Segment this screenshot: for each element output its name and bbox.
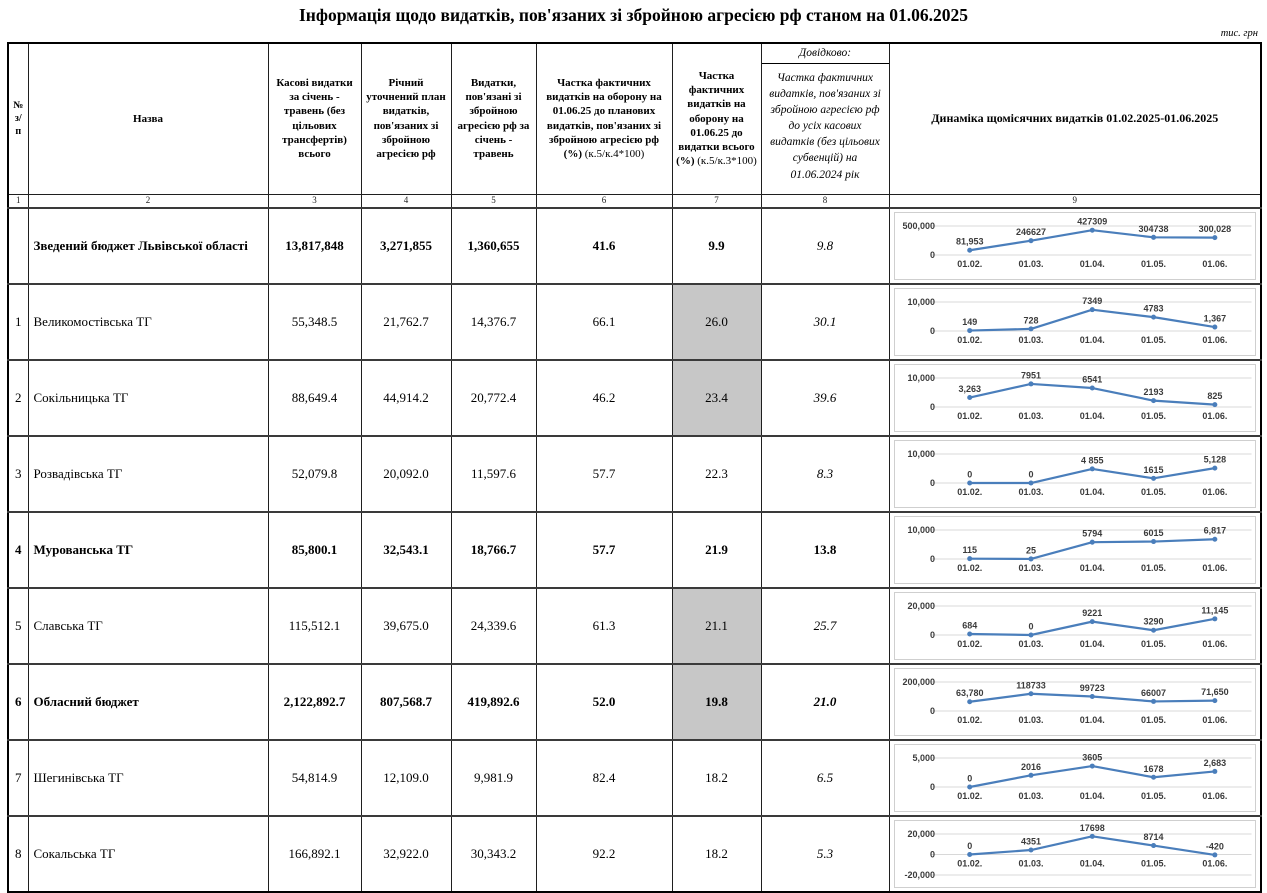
war-expenditures-cell: 20,772.4 xyxy=(451,360,536,436)
column-number: 1 xyxy=(8,194,28,208)
territory-name: Славська ТГ xyxy=(28,588,268,664)
monthly-dynamics-cell xyxy=(889,740,1261,816)
svg-text:01.03.: 01.03. xyxy=(1017,791,1044,802)
annual-plan-cell: 39,675.0 xyxy=(361,588,451,664)
annual-plan-cell: 44,914.2 xyxy=(361,360,451,436)
reference-share-cell: 21.0 xyxy=(761,664,889,740)
share-of-plan-cell: 52.0 xyxy=(536,664,672,740)
svg-text:01.05.: 01.05. xyxy=(1140,639,1166,650)
annual-plan-cell: 3,271,855 xyxy=(361,208,451,284)
row-number: 1 xyxy=(8,284,28,360)
svg-text:01.04.: 01.04. xyxy=(1079,335,1105,346)
sparkline-svg xyxy=(895,517,1256,583)
monthly-dynamics-cell xyxy=(889,208,1261,284)
war-expenditures-cell: 1,360,655 xyxy=(451,208,536,284)
svg-text:20,000: 20,000 xyxy=(907,828,935,839)
cash-expenditures-cell: 88,649.4 xyxy=(268,360,361,436)
annual-plan-cell: 32,543.1 xyxy=(361,512,451,588)
share-total-text: Частка фактичних видатків на оборону на 01.06.25 до видатки всього (%) xyxy=(676,69,755,168)
svg-text:01.06.: 01.06. xyxy=(1201,411,1227,422)
svg-text:7349: 7349 xyxy=(1081,296,1102,307)
svg-text:01.02.: 01.02. xyxy=(956,715,982,726)
svg-text:01.04.: 01.04. xyxy=(1079,858,1105,869)
svg-text:01.03.: 01.03. xyxy=(1017,563,1044,574)
column-number: 4 xyxy=(361,194,451,208)
svg-text:9221: 9221 xyxy=(1081,608,1102,619)
svg-text:25: 25 xyxy=(1025,545,1036,556)
svg-text:01.04.: 01.04. xyxy=(1079,715,1105,726)
svg-text:01.02.: 01.02. xyxy=(956,858,982,869)
table-row xyxy=(8,360,1261,436)
svg-text:01.06.: 01.06. xyxy=(1201,487,1227,498)
svg-text:0: 0 xyxy=(929,849,935,860)
table-row xyxy=(8,816,1261,892)
row-number: 6 xyxy=(8,664,28,740)
svg-text:149: 149 xyxy=(961,317,977,328)
territory-name: Великомостівська ТГ xyxy=(28,284,268,360)
share-of-plan-cell: 57.7 xyxy=(536,512,672,588)
monthly-dynamics-cell xyxy=(889,436,1261,512)
sparkline-chart xyxy=(894,364,1257,432)
svg-text:11,145: 11,145 xyxy=(1200,605,1228,616)
share-of-plan-cell: 57.7 xyxy=(536,436,672,512)
svg-text:7951: 7951 xyxy=(1020,370,1041,381)
territory-name: Розвадівська ТГ xyxy=(28,436,268,512)
svg-text:5,000: 5,000 xyxy=(912,752,935,763)
svg-text:10,000: 10,000 xyxy=(907,524,935,535)
svg-text:10,000: 10,000 xyxy=(907,296,935,307)
territory-name: Сокальська ТГ xyxy=(28,816,268,892)
svg-text:01.02.: 01.02. xyxy=(956,639,982,650)
svg-text:01.06.: 01.06. xyxy=(1201,858,1227,869)
svg-text:01.05.: 01.05. xyxy=(1140,487,1166,498)
svg-text:01.04.: 01.04. xyxy=(1079,259,1105,270)
sparkline-chart xyxy=(894,592,1257,660)
table-body xyxy=(8,208,1261,892)
cash-expenditures-cell: 166,892.1 xyxy=(268,816,361,892)
column-number: 8 xyxy=(761,194,889,208)
table-row xyxy=(8,436,1261,512)
share-plan-text: Частка фактичних видатків на оборону на 01.06.25 до планових видатків, пов'язаних зі збройною агресією рф (%) xyxy=(546,76,662,161)
svg-text:01.03.: 01.03. xyxy=(1017,487,1044,498)
sparkline-svg xyxy=(895,669,1256,735)
column-number: 2 xyxy=(28,194,268,208)
svg-text:5,128: 5,128 xyxy=(1203,454,1226,465)
svg-text:01.05.: 01.05. xyxy=(1140,791,1166,802)
table-row xyxy=(8,588,1261,664)
svg-text:71,650: 71,650 xyxy=(1200,687,1229,698)
column-number: 9 xyxy=(889,194,1261,208)
monthly-dynamics-cell xyxy=(889,360,1261,436)
sparkline-svg xyxy=(895,745,1256,811)
svg-text:0: 0 xyxy=(929,250,935,261)
col-header-dynamics: Динаміка щомісячних видатків 01.02.2025-01.06.2025 xyxy=(889,43,1261,194)
share-of-plan-cell: 66.1 xyxy=(536,284,672,360)
table-row xyxy=(8,512,1261,588)
war-expenditures-cell: 419,892.6 xyxy=(451,664,536,740)
svg-text:17698: 17698 xyxy=(1079,822,1105,833)
svg-text:66007: 66007 xyxy=(1140,687,1166,698)
col-header-share-plan xyxy=(536,43,672,194)
svg-text:01.03.: 01.03. xyxy=(1017,858,1044,869)
svg-text:728: 728 xyxy=(1022,315,1039,326)
table-row xyxy=(8,664,1261,740)
svg-text:01.06.: 01.06. xyxy=(1201,563,1227,574)
sparkline-svg xyxy=(895,441,1256,507)
svg-text:01.05.: 01.05. xyxy=(1140,335,1166,346)
share-of-plan-cell: 61.3 xyxy=(536,588,672,664)
table-row xyxy=(8,208,1261,284)
svg-text:01.05.: 01.05. xyxy=(1140,411,1166,422)
monthly-dynamics-cell xyxy=(889,664,1261,740)
svg-text:01.04.: 01.04. xyxy=(1079,411,1105,422)
sparkline-svg xyxy=(895,289,1256,355)
share-of-total-cell: 21.1 xyxy=(672,588,761,664)
svg-text:99723: 99723 xyxy=(1079,683,1105,694)
svg-text:427309: 427309 xyxy=(1076,216,1107,227)
share-of-plan-cell: 41.6 xyxy=(536,208,672,284)
war-expenditures-cell: 24,339.6 xyxy=(451,588,536,664)
svg-text:0: 0 xyxy=(929,630,935,641)
svg-text:20,000: 20,000 xyxy=(907,600,935,611)
sparkline-chart xyxy=(894,440,1257,508)
svg-text:0: 0 xyxy=(1027,621,1033,632)
expenditures-table xyxy=(7,42,1262,893)
share-of-total-cell: 18.2 xyxy=(672,816,761,892)
territory-name: Зведений бюджет Львівської області xyxy=(28,208,268,284)
share-of-total-cell: 9.9 xyxy=(672,208,761,284)
sparkline-chart xyxy=(894,288,1257,356)
svg-text:01.04.: 01.04. xyxy=(1079,563,1105,574)
svg-text:500,000: 500,000 xyxy=(902,220,935,231)
svg-text:01.05.: 01.05. xyxy=(1140,563,1166,574)
reference-share-cell: 39.6 xyxy=(761,360,889,436)
svg-text:200,000: 200,000 xyxy=(902,676,935,687)
annual-plan-cell: 21,762.7 xyxy=(361,284,451,360)
row-number: 3 xyxy=(8,436,28,512)
svg-text:3605: 3605 xyxy=(1081,752,1102,763)
col-header-plan: Річний уточнений план видатків, пов'язаних зі збройною агресією рф xyxy=(361,43,451,194)
row-number: 5 xyxy=(8,588,28,664)
svg-text:0: 0 xyxy=(966,469,972,480)
reference-label: Довідково: xyxy=(762,44,889,64)
svg-text:01.02.: 01.02. xyxy=(956,259,982,270)
col-header-actual: Видатки, пов'язані зі збройною агресією рф за січень - травень xyxy=(451,43,536,194)
cash-expenditures-cell: 2,122,892.7 xyxy=(268,664,361,740)
row-number: 7 xyxy=(8,740,28,816)
share-of-total-cell: 23.4 xyxy=(672,360,761,436)
reference-share-cell: 9.8 xyxy=(761,208,889,284)
share-of-total-cell: 22.3 xyxy=(672,436,761,512)
col-header-share-total xyxy=(672,43,761,194)
unit-note: тис. грн xyxy=(1220,28,1258,39)
share-plan-formula: (к.5/к.4*100) xyxy=(584,148,645,161)
svg-text:01.02.: 01.02. xyxy=(956,335,982,346)
svg-text:-420: -420 xyxy=(1205,841,1224,852)
svg-text:2,683: 2,683 xyxy=(1203,757,1226,768)
svg-text:115: 115 xyxy=(961,545,977,556)
svg-text:0: 0 xyxy=(929,706,935,717)
page-title: Інформація щодо видатків, пов'язаних зі збройною агресією рф станом на 01.06.2025 xyxy=(298,5,969,25)
svg-text:01.06.: 01.06. xyxy=(1201,335,1227,346)
reference-share-cell: 5.3 xyxy=(761,816,889,892)
svg-text:6,817: 6,817 xyxy=(1203,525,1226,536)
share-of-plan-cell: 46.2 xyxy=(536,360,672,436)
svg-text:01.04.: 01.04. xyxy=(1079,639,1105,650)
row-number xyxy=(8,208,28,284)
monthly-dynamics-cell xyxy=(889,284,1261,360)
svg-text:8714: 8714 xyxy=(1143,832,1164,843)
svg-text:01.02.: 01.02. xyxy=(956,791,982,802)
svg-text:0: 0 xyxy=(929,326,935,337)
svg-text:01.05.: 01.05. xyxy=(1140,858,1166,869)
col-header-num: № з/п xyxy=(8,43,28,194)
row-number: 2 xyxy=(8,360,28,436)
monthly-dynamics-cell xyxy=(889,588,1261,664)
reference-share-cell: 13.8 xyxy=(761,512,889,588)
svg-text:0: 0 xyxy=(966,773,972,784)
share-total-formula: (к.5/к.3*100) xyxy=(697,155,757,168)
table-head xyxy=(8,43,1261,208)
sparkline-chart xyxy=(894,668,1257,736)
svg-text:0: 0 xyxy=(929,554,935,565)
svg-text:01.04.: 01.04. xyxy=(1079,791,1105,802)
sparkline-chart xyxy=(894,516,1257,584)
svg-text:5794: 5794 xyxy=(1081,528,1102,539)
svg-text:0: 0 xyxy=(929,782,935,793)
svg-text:01.03.: 01.03. xyxy=(1017,335,1044,346)
svg-text:01.06.: 01.06. xyxy=(1201,259,1227,270)
territory-name: Мурованська ТГ xyxy=(28,512,268,588)
sparkline-svg xyxy=(895,365,1256,431)
territory-name: Сокільницька ТГ xyxy=(28,360,268,436)
svg-text:0: 0 xyxy=(966,840,972,851)
column-number: 6 xyxy=(536,194,672,208)
svg-text:01.02.: 01.02. xyxy=(956,411,982,422)
svg-text:118733: 118733 xyxy=(1015,680,1046,691)
svg-text:10,000: 10,000 xyxy=(907,372,935,383)
svg-text:01.03.: 01.03. xyxy=(1017,715,1044,726)
annual-plan-cell: 32,922.0 xyxy=(361,816,451,892)
svg-text:2193: 2193 xyxy=(1143,387,1164,398)
svg-text:3,263: 3,263 xyxy=(957,384,981,395)
column-number: 7 xyxy=(672,194,761,208)
sparkline-chart xyxy=(894,212,1257,280)
svg-text:01.06.: 01.06. xyxy=(1201,715,1227,726)
war-expenditures-cell: 18,766.7 xyxy=(451,512,536,588)
svg-text:6015: 6015 xyxy=(1143,528,1164,539)
col-header-cash: Касові видатки за січень - травень (без цільових трансфертів) всього xyxy=(268,43,361,194)
svg-text:2016: 2016 xyxy=(1020,761,1041,772)
cash-expenditures-cell: 54,814.9 xyxy=(268,740,361,816)
svg-text:1615: 1615 xyxy=(1143,464,1164,475)
svg-text:1678: 1678 xyxy=(1143,763,1164,774)
annual-plan-cell: 807,568.7 xyxy=(361,664,451,740)
sparkline-chart xyxy=(894,744,1257,812)
svg-text:300,028: 300,028 xyxy=(1198,224,1231,235)
svg-text:81,953: 81,953 xyxy=(955,236,983,247)
sparkline-svg xyxy=(895,593,1256,659)
svg-text:01.06.: 01.06. xyxy=(1201,791,1227,802)
svg-text:10,000: 10,000 xyxy=(907,448,935,459)
war-expenditures-cell: 14,376.7 xyxy=(451,284,536,360)
svg-text:4783: 4783 xyxy=(1143,303,1164,314)
svg-text:0: 0 xyxy=(929,402,935,413)
column-numbers-row xyxy=(8,194,1261,208)
cash-expenditures-cell: 85,800.1 xyxy=(268,512,361,588)
svg-text:246627: 246627 xyxy=(1015,227,1046,238)
svg-text:4351: 4351 xyxy=(1020,836,1041,847)
table-header-row xyxy=(8,43,1261,194)
territory-name: Обласний бюджет xyxy=(28,664,268,740)
svg-text:6541: 6541 xyxy=(1081,374,1102,385)
svg-text:3290: 3290 xyxy=(1143,616,1164,627)
share-of-total-cell: 21.9 xyxy=(672,512,761,588)
sparkline-svg xyxy=(895,821,1256,887)
territory-name: Шегинівська ТГ xyxy=(28,740,268,816)
share-of-plan-cell: 92.2 xyxy=(536,816,672,892)
share-of-total-cell: 19.8 xyxy=(672,664,761,740)
svg-text:1,367: 1,367 xyxy=(1203,313,1226,324)
svg-text:0: 0 xyxy=(1027,469,1033,480)
monthly-dynamics-cell xyxy=(889,816,1261,892)
share-of-total-cell: 18.2 xyxy=(672,740,761,816)
column-number: 5 xyxy=(451,194,536,208)
svg-text:01.03.: 01.03. xyxy=(1017,259,1044,270)
svg-text:01.02.: 01.02. xyxy=(956,563,982,574)
war-expenditures-cell: 9,981.9 xyxy=(451,740,536,816)
cash-expenditures-cell: 52,079.8 xyxy=(268,436,361,512)
svg-text:01.05.: 01.05. xyxy=(1140,259,1166,270)
cash-expenditures-cell: 55,348.5 xyxy=(268,284,361,360)
row-number: 8 xyxy=(8,816,28,892)
svg-text:01.03.: 01.03. xyxy=(1017,639,1044,650)
svg-text:01.03.: 01.03. xyxy=(1017,411,1044,422)
svg-text:01.02.: 01.02. xyxy=(956,487,982,498)
row-number: 4 xyxy=(8,512,28,588)
svg-text:684: 684 xyxy=(961,620,977,631)
monthly-dynamics-cell xyxy=(889,512,1261,588)
sparkline-chart xyxy=(894,820,1257,888)
svg-text:825: 825 xyxy=(1206,391,1222,402)
svg-text:0: 0 xyxy=(929,478,935,489)
svg-text:01.05.: 01.05. xyxy=(1140,715,1166,726)
cash-expenditures-cell: 115,512.1 xyxy=(268,588,361,664)
svg-text:304738: 304738 xyxy=(1138,223,1169,234)
table-row xyxy=(8,740,1261,816)
sparkline-svg xyxy=(895,213,1256,279)
svg-text:01.04.: 01.04. xyxy=(1079,487,1105,498)
col-header-name: Назва xyxy=(28,43,268,194)
reference-share-cell: 25.7 xyxy=(761,588,889,664)
svg-text:63,780: 63,780 xyxy=(955,688,983,699)
share-of-total-cell: 26.0 xyxy=(672,284,761,360)
war-expenditures-cell: 11,597.6 xyxy=(451,436,536,512)
table-row xyxy=(8,284,1261,360)
col-header-reference xyxy=(761,43,889,194)
column-number: 3 xyxy=(268,194,361,208)
svg-text:01.06.: 01.06. xyxy=(1201,639,1227,650)
reference-share-cell: 8.3 xyxy=(761,436,889,512)
share-of-plan-cell: 82.4 xyxy=(536,740,672,816)
reference-share-cell: 6.5 xyxy=(761,740,889,816)
cash-expenditures-cell: 13,817,848 xyxy=(268,208,361,284)
reference-share-cell: 30.1 xyxy=(761,284,889,360)
svg-text:-20,000: -20,000 xyxy=(904,870,935,881)
war-expenditures-cell: 30,343.2 xyxy=(451,816,536,892)
annual-plan-cell: 12,109.0 xyxy=(361,740,451,816)
svg-text:4 855: 4 855 xyxy=(1080,455,1104,466)
reference-description: Частка фактичних видатків, пов'язаних зі збройною агресією рф до усіх касових видатків (без цільових субвенцій) на 01.06.2024 рік xyxy=(769,71,881,181)
annual-plan-cell: 20,092.0 xyxy=(361,436,451,512)
